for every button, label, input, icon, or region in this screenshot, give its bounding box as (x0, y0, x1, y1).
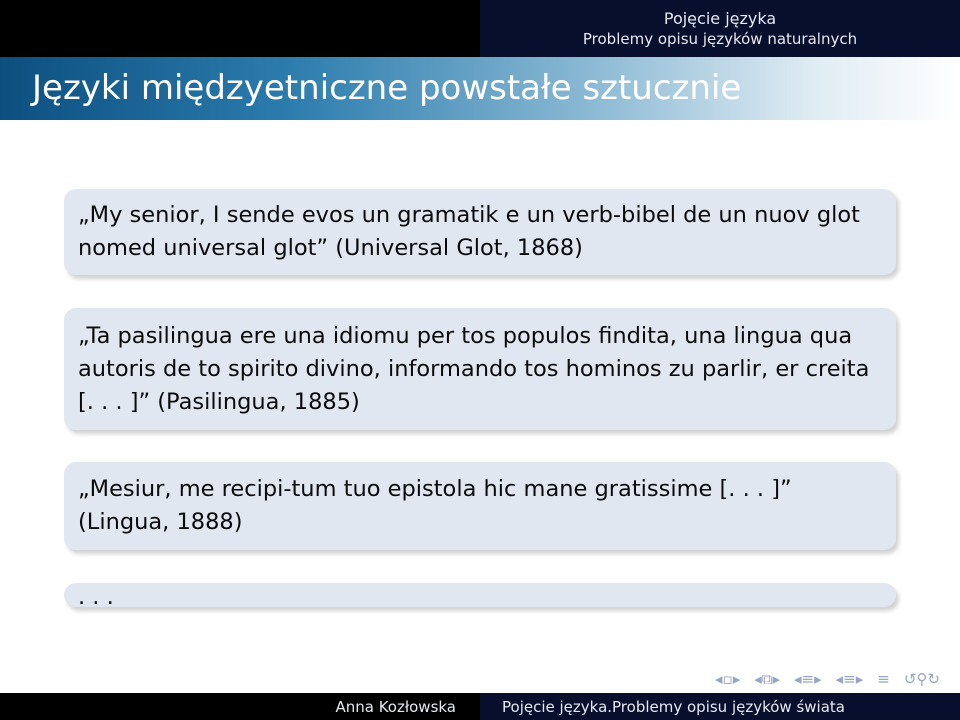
frame-title-bar (0, 57, 960, 120)
nav-frame-icon[interactable]: ◂⧉▸ (754, 670, 781, 688)
quote-block-pasilingua: „Ta pasilingua ere una idiomu per tos populos findita, una lingua qua autoris de to spirito divino, informando tos hominos zu parlir, er creita [. . . ]” (Pasilingua, 1885) (64, 308, 896, 430)
nav-prev-frame-icon[interactable]: ◂▫▸ (715, 670, 741, 688)
header-left-panel (0, 0, 480, 57)
header-bar (0, 0, 960, 57)
nav-search-icon[interactable]: ↺⚲↻ (903, 670, 940, 688)
nav-section-icon[interactable]: ≡ (877, 670, 890, 688)
beamer-navigation (715, 670, 940, 688)
quote-block-lingua: „Mesiur, me recipi-tum tuo epistola hic mane gratissime [. . . ]” (Lingua, 1888) (64, 462, 896, 550)
header-subsection[interactable]: Problemy opisu języków naturalnych (582, 29, 858, 48)
quote-block-universal-glot: „My senior, I sende evos un gramatik e un verb-bibel de un nuov glot nomed universal glot” (Universal Glot, 1868) (64, 189, 896, 275)
header-section[interactable]: Pojęcie języka (663, 8, 777, 28)
nav-next-frame-icon[interactable]: ◂≡▸ (794, 670, 822, 688)
footer-bar (0, 693, 960, 720)
frame-title: Języki międzyetniczne powstałe sztucznie (32, 68, 742, 108)
quote-block-ellipsis: . . . (64, 583, 896, 607)
footer-author: Anna Kozłowska (0, 693, 480, 720)
header-right-panel (480, 0, 960, 57)
nav-subsection-icon[interactable]: ◂≡▸ (835, 670, 864, 688)
footer-short-title: Pojęcie języka.Problemy opisu języków świata (480, 693, 960, 720)
